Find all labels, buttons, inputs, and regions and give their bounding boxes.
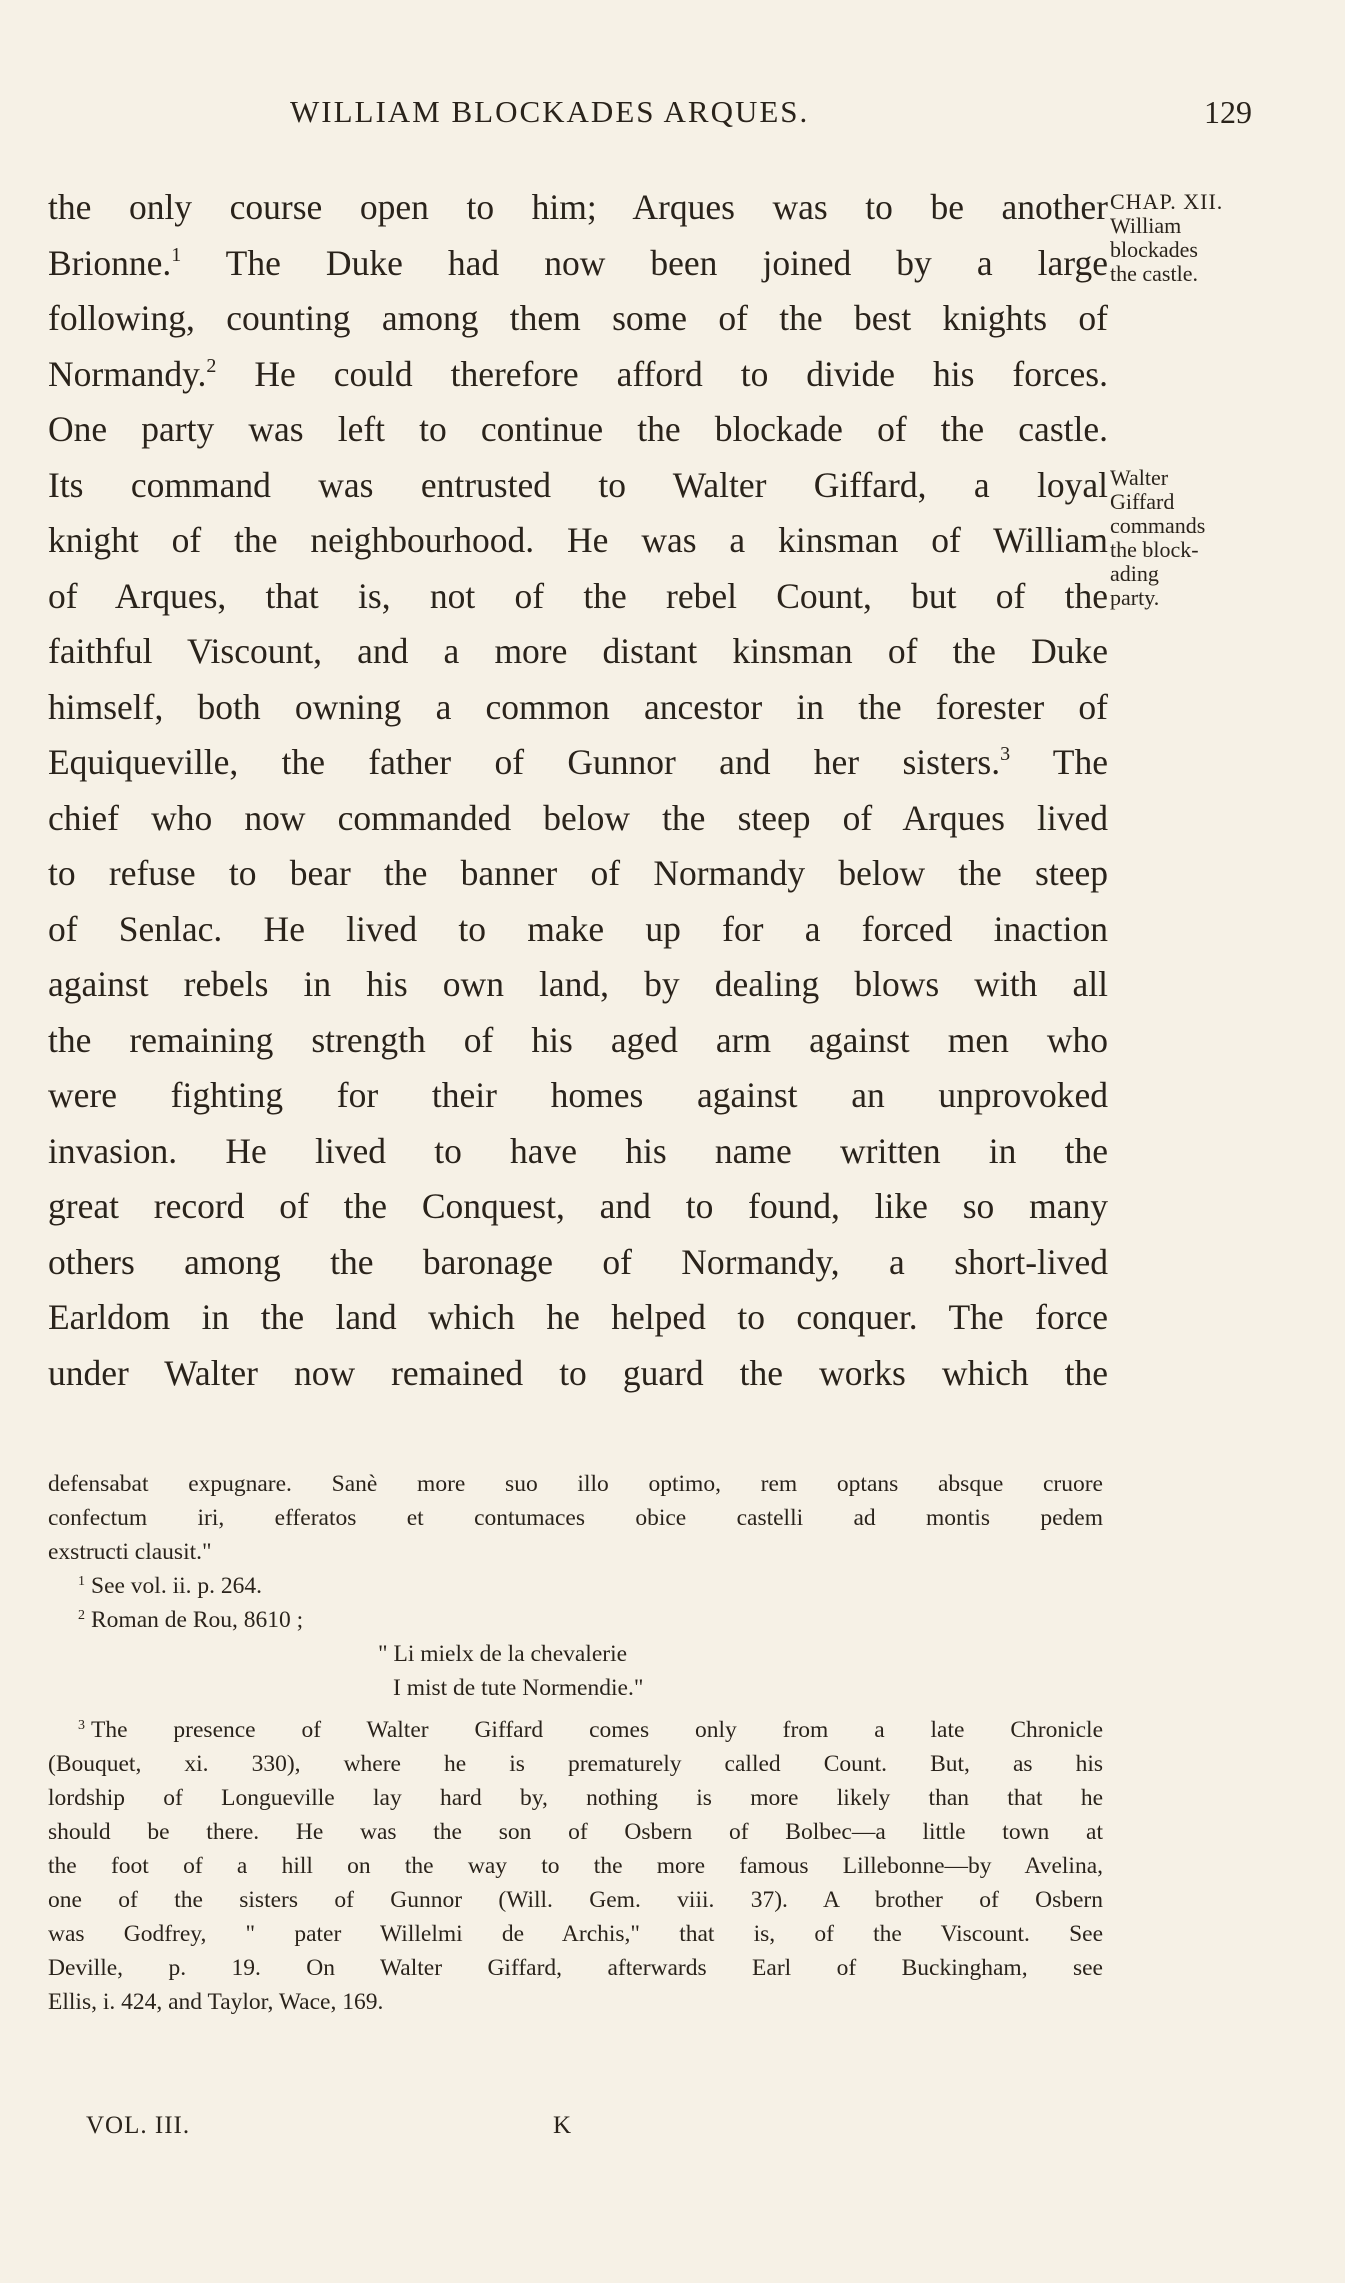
verse-line: " Li mielx de la chevalerie [378, 1641, 628, 1667]
margin-note-line: Walter [1110, 465, 1169, 490]
body-line: faithful Viscount, and a more distant kinsman of the Duke [48, 631, 1108, 671]
volume-label: VOL. III. [86, 2112, 191, 2139]
body-line: against rebels in his own land, by dealing blows with all [48, 964, 1108, 1004]
footnote-ref: 2 [206, 354, 217, 377]
margin-note-line: ading [1110, 561, 1159, 586]
signature-letter: K [553, 2112, 572, 2139]
margin-note-walter-giffard [1110, 466, 1205, 610]
body-line: following, counting among them some of the best knights of [48, 298, 1108, 338]
footnote-line: Ellis, i. 424, and Taylor, Wace, 169. [48, 1989, 384, 2015]
footnote-spacer [48, 1705, 1103, 1713]
body-text [48, 180, 1108, 1401]
body-line-text: The [1010, 742, 1108, 782]
body-line-text: He could therefore afford to divide his forces. [216, 353, 1108, 394]
body-line: to refuse to bear the banner of Normandy below the steep [48, 853, 1108, 893]
body-line-text: Equiqueville, the father of Gunnor and her sisters. [48, 742, 1001, 782]
page-number: 129 [1204, 94, 1252, 130]
footnote-line: was Godfrey, " pater Willelmi de Archis," that is, of the Viscount. See [48, 1921, 1103, 1947]
footnote-line: exstructi clausit." [48, 1539, 212, 1565]
margin-note-line: party. [1110, 585, 1160, 610]
body-line: the only course open to him; Arques was to be another [48, 187, 1108, 227]
body-line-text: Brionne. [48, 242, 172, 283]
body-line [48, 236, 1108, 292]
margin-note-line: William [1110, 213, 1182, 238]
footnotes [48, 1467, 1103, 2019]
margin-note-line: blockades [1110, 237, 1198, 262]
footnote-1 [48, 1569, 1103, 1603]
footnote-2 [48, 1603, 1103, 1637]
signature-line [0, 2112, 1345, 2148]
footnote-line: defensabat expugnare. Sanè more suo illo optimo, rem optans absque cruore [48, 1471, 1103, 1497]
body-line: under Walter now remained to guard the works which the [48, 1352, 1108, 1393]
footnote-line: lordship of Longueville lay hard by, nothing is more likely than that he [48, 1785, 1103, 1811]
margin-note-line: the castle. [1110, 261, 1198, 286]
footnote-mark: 3 [78, 1718, 85, 1733]
body-line: the remaining strength of his aged arm against men who [48, 1019, 1108, 1060]
body-line [48, 735, 1108, 791]
footnote-line: Deville, p. 19. On Walter Giffard, afterwards Earl of Buckingham, see [48, 1955, 1103, 1981]
body-line-text: Normandy. [48, 353, 207, 394]
body-line: knight of the neighbourhood. He was a kinsman of William [48, 520, 1108, 560]
footnote-text: The presence of Walter Giffard comes only from a late Chronicle [91, 1717, 1103, 1743]
margin-note-line: Giffard [1110, 489, 1175, 514]
body-line: great record of the Conquest, and to found, like so many [48, 1186, 1108, 1226]
body-line: invasion. He lived to have his name written in the [48, 1130, 1108, 1171]
footnote-line: the foot of a hill on the way to the more famous Lillebonne—by Avelina, [48, 1853, 1103, 1879]
footnote-3 [48, 1713, 1103, 1747]
footnote-ref: 3 [1000, 743, 1011, 765]
page-header [0, 94, 1345, 134]
body-line: Earldom in the land which he helped to conquer. The force [48, 1297, 1108, 1337]
footnote-text: Roman de Rou, 8610 ; [91, 1607, 304, 1633]
verse-line: I mist de tute Normendie." [393, 1675, 644, 1701]
body-line [48, 347, 1108, 403]
chapter-label: CHAP. XII. [1110, 189, 1224, 214]
body-line: One party was left to continue the blockade of the castle. [48, 409, 1108, 449]
margin-note-line: commands [1110, 513, 1206, 538]
footnote-text: See vol. ii. p. 264. [91, 1573, 263, 1599]
body-line: of Arques, that is, not of the rebel Count, but of the [48, 575, 1108, 616]
footnote-line: confectum iri, efferatos et contumaces obice castelli ad montis pedem [48, 1505, 1103, 1531]
body-line: himself, both owning a common ancestor in the forester of [48, 686, 1108, 727]
margin-note-william-blockades [1110, 190, 1223, 286]
footnote-mark: 2 [78, 1608, 85, 1623]
footnote-mark: 1 [78, 1574, 85, 1589]
margin-note-line: the block- [1110, 537, 1199, 562]
footnote-line: one of the sisters of Gunnor (Will. Gem. viii. 37). A brother of Osbern [48, 1887, 1103, 1913]
footnote-ref: 1 [171, 243, 182, 266]
body-line-text: The Duke had now been joined by a large [181, 242, 1108, 283]
running-title: WILLIAM BLOCKADES ARQUES. [290, 94, 810, 129]
body-line: Its command was entrusted to Walter Giffard, a loyal [48, 464, 1108, 505]
body-line: were fighting for their homes against an unprovoked [48, 1075, 1108, 1115]
footnote-line: should be there. He was the son of Osbern of Bolbec—a little town at [48, 1819, 1103, 1845]
body-line: others among the baronage of Normandy, a short-lived [48, 1241, 1108, 1282]
body-line: chief who now commanded below the steep of Arques lived [48, 797, 1108, 838]
body-line: of Senlac. He lived to make up for a forced inaction [48, 908, 1108, 949]
footnote-line: (Bouquet, xi. 330), where he is prematurely called Count. But, as his [48, 1751, 1103, 1777]
